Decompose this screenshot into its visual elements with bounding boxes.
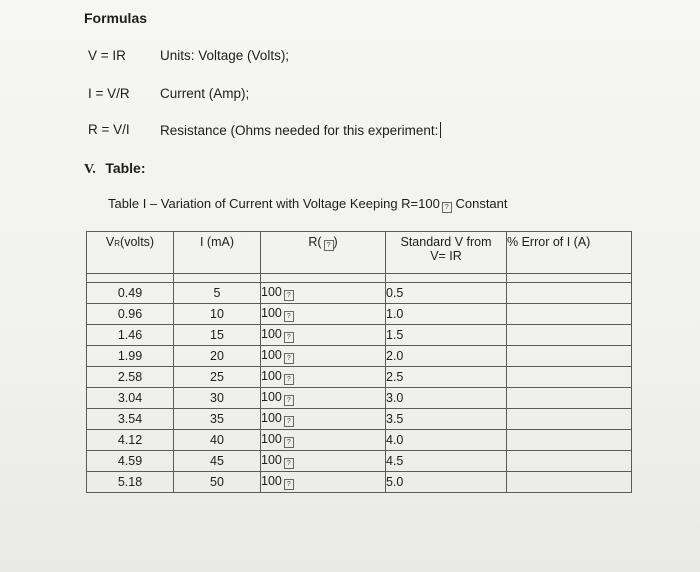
ohm-glyph-icon: ? <box>284 311 294 322</box>
cell-percent-error[interactable] <box>507 472 632 493</box>
table-row <box>87 346 632 367</box>
formula-r: R = V/I <box>88 122 130 137</box>
cell-i: 35 <box>174 409 261 430</box>
ohm-glyph-icon: ? <box>284 458 294 469</box>
cell-standard-v: 3.5 <box>386 409 507 430</box>
cell-i: 10 <box>174 304 261 325</box>
formula-r-desc-wrap[interactable] <box>160 122 441 138</box>
formula-v: V = IR <box>88 48 126 63</box>
cell-r: 100 ? <box>261 283 386 304</box>
cell-r: 100 ? <box>261 346 386 367</box>
cell-percent-error[interactable] <box>507 409 632 430</box>
formula-v-desc: Units: Voltage (Volts); <box>160 48 290 63</box>
table-caption-text: Table I – Variation of Current with Voltage Keeping R=100 <box>108 196 440 211</box>
cell-standard-v: 3.0 <box>386 388 507 409</box>
ohm-glyph-icon: ? <box>284 290 294 301</box>
cell-standard-v: 2.5 <box>386 367 507 388</box>
cell-standard-v: 5.0 <box>386 472 507 493</box>
cell-vr: 5.18 <box>87 472 174 493</box>
formula-i: I = V/R <box>88 86 130 101</box>
formulas-heading: Formulas <box>84 10 148 26</box>
ohm-glyph-icon: ? <box>284 437 294 448</box>
cell-vr: 4.59 <box>87 451 174 472</box>
cell-r: 100 ? <box>261 409 386 430</box>
ohm-glyph-icon: ? <box>284 479 294 490</box>
header-standard-v: Standard V from V= IR <box>386 232 507 274</box>
ohm-glyph-icon: ? <box>442 202 452 213</box>
section-number: V. <box>84 162 96 177</box>
section-title <box>84 160 146 178</box>
table-row <box>87 472 632 493</box>
cell-percent-error[interactable] <box>507 325 632 346</box>
cell-standard-v: 1.0 <box>386 304 507 325</box>
cell-percent-error[interactable] <box>507 283 632 304</box>
header-r: R( ? ) <box>261 232 386 274</box>
ohm-glyph-icon: ? <box>284 332 294 343</box>
cell-standard-v: 1.5 <box>386 325 507 346</box>
formula-i-desc: Current (Amp); <box>160 86 250 101</box>
cell-percent-error[interactable] <box>507 430 632 451</box>
cell-standard-v: 2.0 <box>386 346 507 367</box>
ohm-glyph-icon: ? <box>324 240 334 251</box>
header-vr: VR(volts) <box>87 232 174 274</box>
cell-r: 100 ? <box>261 451 386 472</box>
cell-vr: 0.49 <box>87 283 174 304</box>
cell-vr: 3.54 <box>87 409 174 430</box>
cell-vr: 2.58 <box>87 367 174 388</box>
data-table <box>86 231 632 493</box>
cell-percent-error[interactable] <box>507 367 632 388</box>
table-row <box>87 451 632 472</box>
table-header-row <box>87 232 632 274</box>
cell-percent-error[interactable] <box>507 388 632 409</box>
table-row <box>87 325 632 346</box>
cell-i: 40 <box>174 430 261 451</box>
cell-vr: 1.46 <box>87 325 174 346</box>
ohm-glyph-icon: ? <box>284 374 294 385</box>
ohm-glyph-icon: ? <box>284 395 294 406</box>
header-percent-error: % Error of I (A) <box>507 232 632 274</box>
cell-percent-error[interactable] <box>507 451 632 472</box>
cell-i: 5 <box>174 283 261 304</box>
table-row <box>87 283 632 304</box>
cell-r: 100 ? <box>261 472 386 493</box>
cell-i: 30 <box>174 388 261 409</box>
cell-vr: 3.04 <box>87 388 174 409</box>
table-row <box>87 367 632 388</box>
cell-i: 20 <box>174 346 261 367</box>
table-row <box>87 430 632 451</box>
table-spacer-row <box>87 274 632 283</box>
cell-standard-v: 4.0 <box>386 430 507 451</box>
cell-i: 45 <box>174 451 261 472</box>
cell-r: 100 ? <box>261 430 386 451</box>
table-row <box>87 409 632 430</box>
cell-i: 25 <box>174 367 261 388</box>
cell-standard-v: 4.5 <box>386 451 507 472</box>
cell-standard-v: 0.5 <box>386 283 507 304</box>
cell-percent-error[interactable] <box>507 346 632 367</box>
cell-r: 100 ? <box>261 388 386 409</box>
cell-r: 100 ? <box>261 367 386 388</box>
header-i: I (mA) <box>174 232 261 274</box>
table-row <box>87 388 632 409</box>
formula-r-desc: Resistance (Ohms needed for this experiment: <box>160 123 439 138</box>
table-row <box>87 304 632 325</box>
cell-i: 50 <box>174 472 261 493</box>
ohm-glyph-icon: ? <box>284 353 294 364</box>
cell-i: 15 <box>174 325 261 346</box>
table-caption-suffix: Constant <box>455 196 508 211</box>
cell-vr: 1.99 <box>87 346 174 367</box>
cell-r: 100 ? <box>261 304 386 325</box>
cell-vr: 4.12 <box>87 430 174 451</box>
cell-vr: 0.96 <box>87 304 174 325</box>
table-caption <box>108 196 508 213</box>
section-label: Table: <box>105 160 146 176</box>
cell-percent-error[interactable] <box>507 304 632 325</box>
ohm-glyph-icon: ? <box>284 416 294 427</box>
text-cursor <box>440 122 441 138</box>
cell-r: 100 ? <box>261 325 386 346</box>
